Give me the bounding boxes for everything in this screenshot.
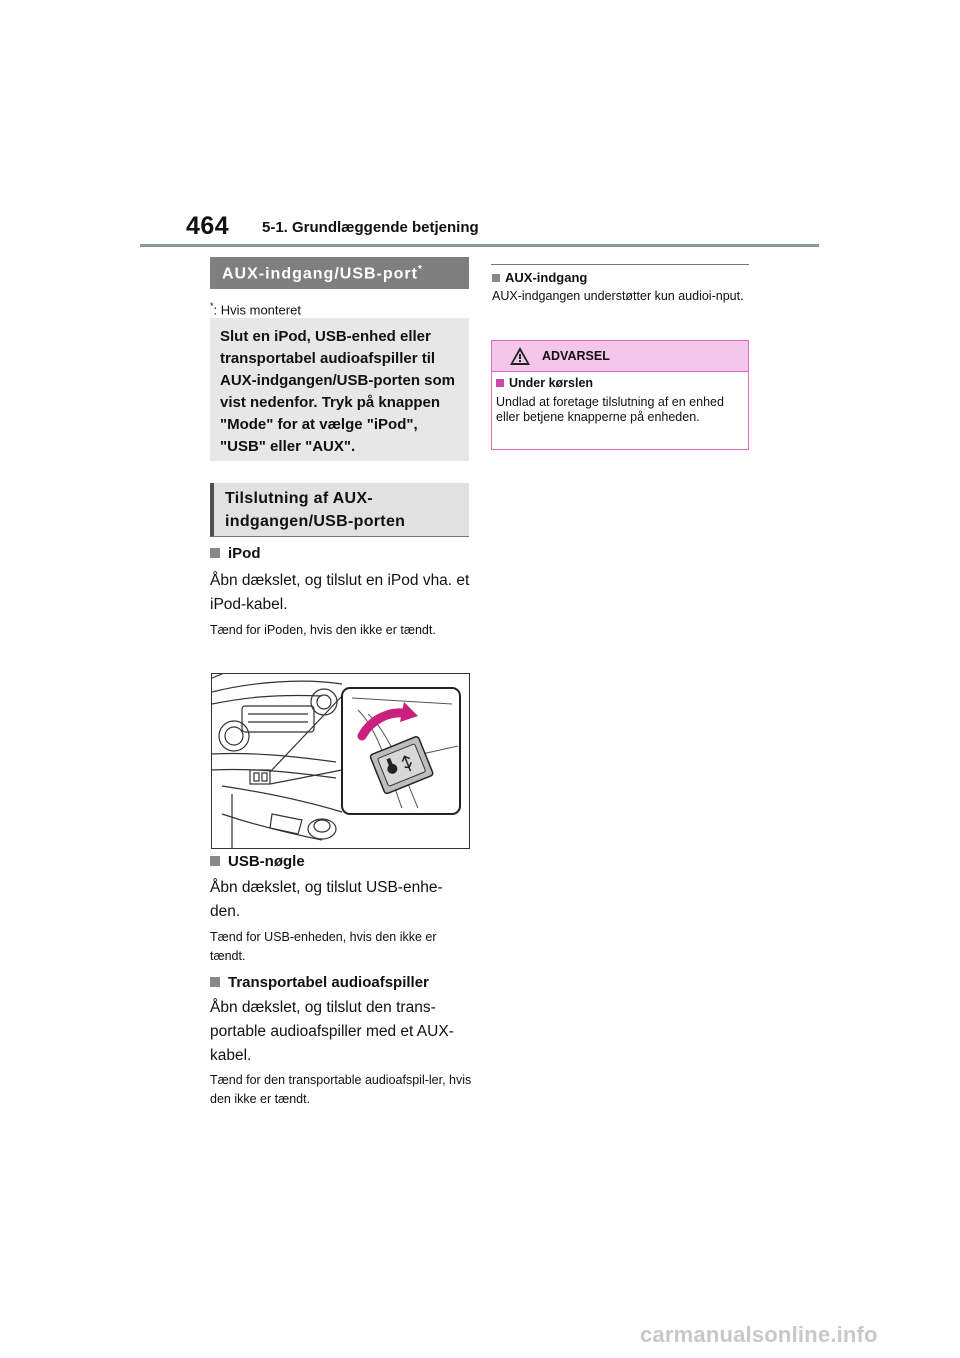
- warning-subtitle: Under kørslen: [509, 376, 594, 390]
- page-number: 464: [186, 212, 230, 240]
- audio-player-note: Tænd for den transportable audioafspil-ler, hvis den ikke er tændt.: [210, 1073, 472, 1106]
- console-drawing: [212, 674, 469, 848]
- ipod-note: Tænd for iPoden, hvis den ikke er tændt.: [210, 623, 436, 637]
- footnote-mark: *: [210, 301, 214, 311]
- warning-triangle-icon: [509, 346, 531, 366]
- usb-port-illustration: [211, 673, 470, 849]
- watermark: carmanualsonline.info: [640, 1322, 878, 1347]
- audio-player-heading: [210, 974, 429, 991]
- ipod-title: iPod: [228, 545, 261, 562]
- usb-title: USB-nøgle: [228, 853, 305, 870]
- warning-text: Undlad at foretage tilslutning af en enhed eller betjene knapperne på enheden.: [496, 395, 724, 424]
- ipod-body: Åbn dækslet, og tilslut en iPod vha. et iPod-kabel.: [210, 572, 470, 613]
- warning-title: ADVARSEL: [542, 349, 610, 363]
- footnote-text: : Hvis monteret: [213, 302, 301, 318]
- bullet-square-icon: [210, 548, 220, 558]
- warning-box: [491, 340, 749, 450]
- section-title: 5-1. Grundlæggende betjening: [262, 219, 479, 236]
- aux-title: AUX-indgang: [505, 270, 588, 285]
- bullet-square-icon: [492, 274, 500, 282]
- aux-divider: [491, 264, 749, 265]
- bullet-square-icon: [210, 977, 220, 987]
- banner-asterisk: *: [417, 264, 422, 275]
- banner-title: AUX-indgang/USB-port: [222, 265, 418, 283]
- usb-note: Tænd for USB-enheden, hvis den ikke er tændt.: [210, 930, 437, 963]
- usb-heading: [210, 853, 305, 870]
- ipod-heading: [210, 545, 261, 562]
- connection-heading: Tilslutning af AUX-indgangen/USB-porten: [210, 483, 469, 537]
- intro-box: Slut en iPod, USB-enhed eller transportabel audioafspiller til AUX-indgangen/USB-porten som vist nedenfor. Tryk på knappen "Mode" for at vælge "iPod", "USB" eller "AUX".: [210, 318, 469, 461]
- aux-text: AUX-indgangen understøtter kun audioi-nput.: [492, 289, 744, 303]
- audio-player-body: Åbn dækslet, og tilslut den trans-portable audioafspiller med et AUX-kabel.: [210, 999, 454, 1064]
- header-divider: [140, 244, 819, 247]
- audio-player-title: Transportabel audioafspiller: [228, 974, 429, 991]
- bullet-square-icon: [496, 379, 504, 387]
- aux-heading: [492, 270, 587, 285]
- warning-header: [492, 341, 748, 372]
- section-banner: [210, 257, 469, 289]
- usb-body: Åbn dækslet, og tilslut USB-enhe-den.: [210, 879, 443, 920]
- bullet-square-icon: [210, 856, 220, 866]
- warning-subheading: [496, 376, 593, 390]
- footnote: [210, 301, 301, 317]
